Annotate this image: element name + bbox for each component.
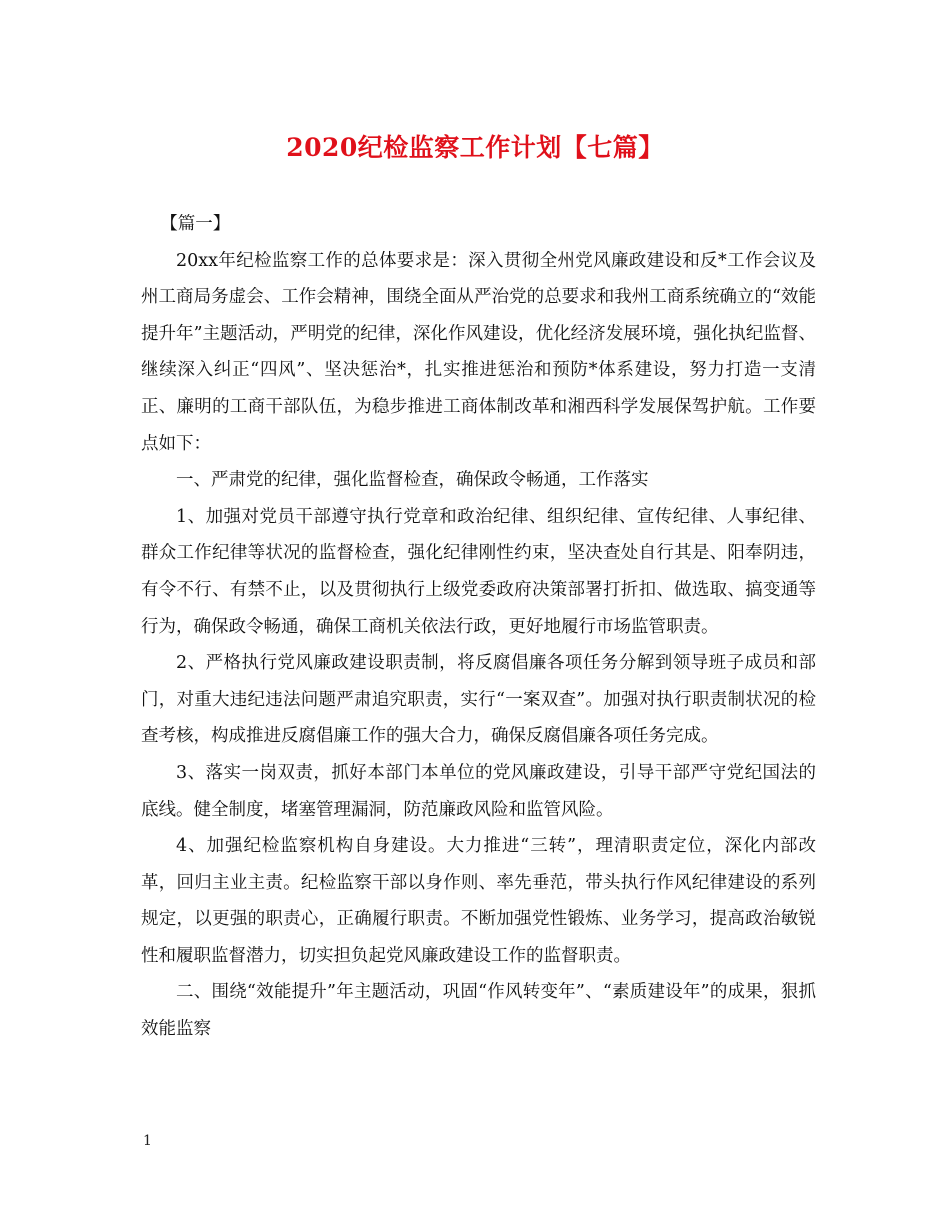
document-title: 2020纪检监察工作计划【七篇】	[286, 133, 664, 162]
paragraph-part-one-heading: 一、严肃党的纪律，强化监督检查，确保政令畅通，工作落实	[176, 470, 649, 491]
paragraph-item-4: 4、加强纪检监察机构自身建设。大力推进“三转”，理清职责定位，深化内部改革，回归主业主责。纪检监察干部以身作则、率先垂范，带头执行作风纪律建设的系列规定，以更强的职责心，正确履行职责。不断加强党性锻炼、业务学习，提高政治敏锐性和履职监督潜力，切实担负起党风廉政建设工作的监督职责。	[141, 836, 816, 966]
section-heading: 【篇一】	[160, 214, 231, 234]
paragraph-part-two-heading: 二、围绕“效能提升”年主题活动，巩固“作风转变年”、“素质建设年”的成果，狠抓效能监察	[141, 982, 816, 1040]
document-body	[141, 206, 816, 1048]
paragraph-intro: 20xx年纪检监察工作的总体要求是：深入贯彻全州党风廉政建设和反*工作会议及州工商局务虚会、工作会精神，围绕全面从严治党的总要求和我州工商系统确立的“效能提升年”主题活动，严明党的纪律，深化作风建设，优化经济发展环境，强化执纪监督、继续深入纠正“四风”、坚决惩治*，扎实推进惩治和预防*体系建设，努力打造一支清正、廉明的工商干部队伍，为稳步推进工商体制改革和湘西科学发展保驾护航。工作要点如下：	[141, 250, 816, 454]
paragraph-item-1: 1、加强对党员干部遵守执行党章和政治纪律、组织纪律、宣传纪律、人事纪律、群众工作纪律等状况的监督检查，强化纪律刚性约束，坚决查处自行其是、阳奉阴违，有令不行、有禁不止，以及贯彻执行上级党委政府决策部署打折扣、做选取、搞变通等行为，确保政令畅通，确保工商机关依法行政，更好地履行市场监管职责。	[141, 506, 816, 637]
paragraph-item-3: 3、落实一岗双责，抓好本部门本单位的党风廉政建设，引导干部严守党纪国法的底线。健全制度，堵塞管理漏洞，防范廉政风险和监管风险。	[141, 762, 816, 820]
paragraph-item-2: 2、严格执行党风廉政建设职责制，将反腐倡廉各项任务分解到领导班子成员和部门，对重大违纪违法问题严肃追究职责，实行“一案双查”。加强对执行职责制状况的检查考核，构成推进反腐倡廉工作的强大合力，确保反腐倡廉各项任务完成。	[141, 653, 816, 747]
page-number: 1	[143, 1133, 152, 1149]
